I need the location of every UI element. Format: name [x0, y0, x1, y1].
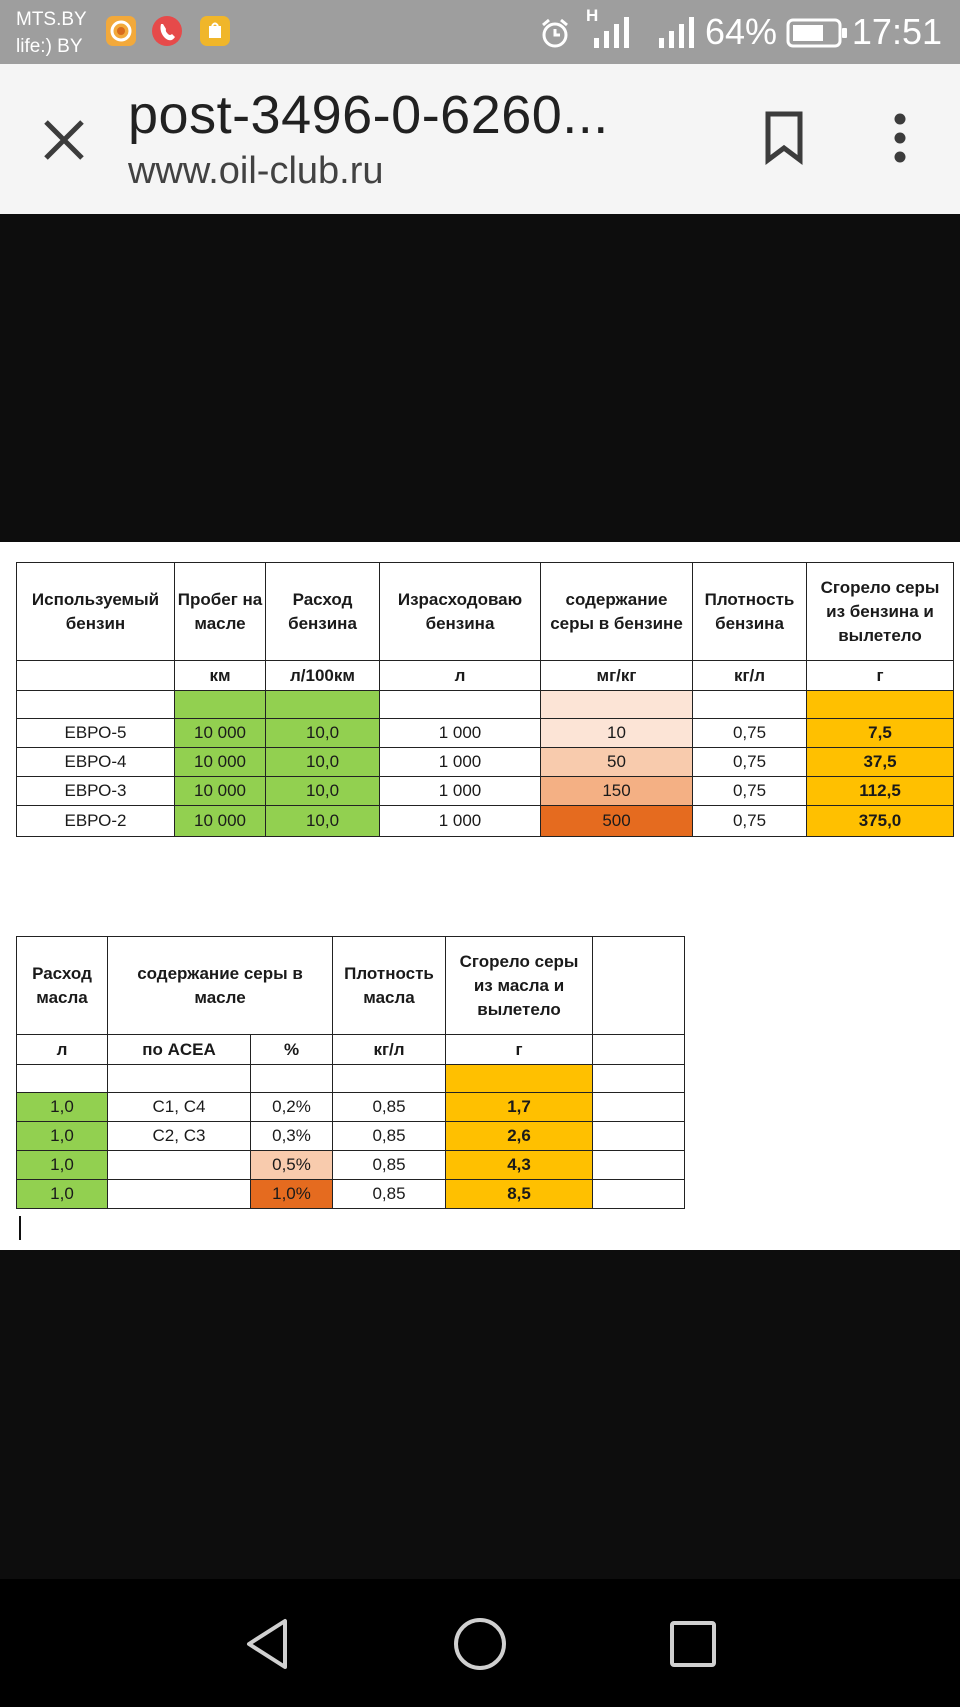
page-url: www.oil-club.ru: [128, 150, 384, 192]
empty-cell: [593, 1035, 685, 1065]
consumption-cell: 10,0: [266, 806, 380, 837]
navigation-bar: [0, 1579, 960, 1707]
sulfur-burned-cell: 112,5: [807, 777, 954, 806]
unit-cell: г: [446, 1035, 593, 1065]
table-row: [17, 806, 954, 837]
empty-cell: [17, 691, 175, 719]
fuel-grade-cell: ЕВРО-4: [17, 748, 175, 777]
empty-cell: [593, 1151, 685, 1180]
acea-class-cell: C2, C3: [108, 1122, 251, 1151]
empty-cell: [17, 1065, 108, 1093]
fuel-used-cell: 1 000: [380, 748, 541, 777]
empty-cell: [175, 691, 266, 719]
sulfur-burned-cell: 7,5: [807, 719, 954, 748]
sulfur-content-cell: 500: [541, 806, 693, 837]
store-app-icon: [200, 16, 230, 46]
mileage-cell: 10 000: [175, 719, 266, 748]
empty-cell: [333, 1065, 446, 1093]
carrier-info: [16, 6, 87, 60]
carrier-line-1: MTS.BY: [16, 9, 87, 30]
bookmark-button[interactable]: [756, 108, 812, 168]
empty-cell: [446, 1065, 593, 1093]
unit-cell: по ACEA: [108, 1035, 251, 1065]
back-triangle-icon: [233, 1609, 303, 1679]
mileage-cell: 10 000: [175, 748, 266, 777]
unit-cell: л: [17, 1035, 108, 1065]
acea-class-cell: [108, 1180, 251, 1209]
signal-strength-icon-2: [655, 14, 699, 50]
acea-class-cell: [108, 1151, 251, 1180]
table-row: [17, 1122, 685, 1151]
density-cell: 0,85: [333, 1151, 446, 1180]
empty-cell: [593, 937, 685, 1035]
fuel-used-cell: 1 000: [380, 719, 541, 748]
back-button[interactable]: [233, 1609, 303, 1679]
browser-toolbar: [0, 64, 960, 214]
oil-consumption-cell: 1,0: [17, 1151, 108, 1180]
home-button[interactable]: [445, 1609, 515, 1679]
sulfur-percent-cell: 1,0%: [251, 1180, 333, 1209]
sulfur-percent-cell: 0,3%: [251, 1122, 333, 1151]
oil-sulfur-table: [16, 936, 685, 1209]
table-row: [17, 1151, 685, 1180]
oil-consumption-cell: 1,0: [17, 1093, 108, 1122]
sulfur-percent-cell: 0,5%: [251, 1151, 333, 1180]
density-cell: 0,75: [693, 748, 807, 777]
column-header: Используемый бензин: [17, 563, 175, 661]
table-row: [17, 719, 954, 748]
density-cell: 0,75: [693, 806, 807, 837]
density-cell: 0,85: [333, 1093, 446, 1122]
units-row: [17, 1035, 685, 1065]
status-bar: [0, 0, 960, 64]
battery-icon: [786, 18, 848, 48]
fuel-used-cell: 1 000: [380, 777, 541, 806]
sulfur-burned-cell: 8,5: [446, 1180, 593, 1209]
browser-app-icon: [106, 16, 136, 46]
table-row: [17, 1180, 685, 1209]
carrier-line-2: life:) BY: [16, 36, 83, 57]
density-cell: 0,75: [693, 777, 807, 806]
image-viewer[interactable]: [0, 542, 960, 1250]
fuel-grade-cell: ЕВРО-5: [17, 719, 175, 748]
sulfur-burned-cell: 4,3: [446, 1151, 593, 1180]
empty-cell: [593, 1180, 685, 1209]
sulfur-burned-cell: 2,6: [446, 1122, 593, 1151]
unit-cell: л/100км: [266, 661, 380, 691]
empty-cell: [266, 691, 380, 719]
signal-strength-icon-1: [590, 14, 634, 50]
consumption-cell: 10,0: [266, 777, 380, 806]
empty-cell: [693, 691, 807, 719]
status-clock: 17:51: [851, 11, 942, 52]
recents-button[interactable]: [658, 1609, 728, 1679]
unit-cell: л: [380, 661, 541, 691]
home-circle-icon: [445, 1609, 515, 1679]
unit-cell: [17, 661, 175, 691]
acea-class-cell: C1, C4: [108, 1093, 251, 1122]
fuel-grade-cell: ЕВРО-2: [17, 806, 175, 837]
units-row: [17, 661, 954, 691]
table-row: [17, 1093, 685, 1122]
unit-cell: %: [251, 1035, 333, 1065]
spacer-row: [17, 691, 954, 719]
mileage-cell: 10 000: [175, 777, 266, 806]
sulfur-percent-cell: 0,2%: [251, 1093, 333, 1122]
fuel-grade-cell: ЕВРО-3: [17, 777, 175, 806]
more-vert-icon: [872, 108, 928, 168]
sulfur-content-cell: 50: [541, 748, 693, 777]
recents-square-icon: [658, 1609, 728, 1679]
spacer-row: [17, 1065, 685, 1093]
empty-cell: [593, 1122, 685, 1151]
alarm-icon: [538, 16, 572, 50]
phone-app-icon: [152, 16, 182, 46]
unit-cell: кг/л: [693, 661, 807, 691]
table-row: [17, 748, 954, 777]
column-header: Израсходоваю бензина: [380, 563, 541, 661]
consumption-cell: 10,0: [266, 748, 380, 777]
oil-consumption-cell: 1,0: [17, 1122, 108, 1151]
column-header: Расход масла: [17, 937, 108, 1035]
column-header: Сгорело серы из бензина и вылетело: [807, 563, 954, 661]
empty-cell: [541, 691, 693, 719]
sulfur-burned-cell: 375,0: [807, 806, 954, 837]
more-options-button[interactable]: [872, 108, 928, 168]
column-header: Плотность масла: [333, 937, 446, 1035]
empty-cell: [593, 1093, 685, 1122]
column-header: Расход бензина: [266, 563, 380, 661]
unit-cell: км: [175, 661, 266, 691]
empty-cell: [380, 691, 541, 719]
battery-percent: 64%: [705, 11, 778, 52]
fuel-used-cell: 1 000: [380, 806, 541, 837]
unit-cell: г: [807, 661, 954, 691]
density-cell: 0,75: [693, 719, 807, 748]
sulfur-burned-cell: 37,5: [807, 748, 954, 777]
bookmark-icon: [756, 108, 812, 168]
empty-cell: [807, 691, 954, 719]
empty-cell: [593, 1065, 685, 1093]
empty-cell: [251, 1065, 333, 1093]
sulfur-content-cell: 150: [541, 777, 693, 806]
column-header: содержание серы в масле: [108, 937, 333, 1035]
column-header: содержание серы в бензине: [541, 563, 693, 661]
unit-cell: кг/л: [333, 1035, 446, 1065]
consumption-cell: 10,0: [266, 719, 380, 748]
close-icon: [36, 112, 92, 168]
fuel-sulfur-table: [16, 562, 954, 837]
table-header-row: [17, 563, 954, 661]
page-title: post-3496-0-6260...: [128, 85, 609, 145]
mileage-cell: 10 000: [175, 806, 266, 837]
sulfur-burned-cell: 1,7: [446, 1093, 593, 1122]
density-cell: 0,85: [333, 1180, 446, 1209]
close-button[interactable]: [36, 112, 92, 168]
column-header: Пробег на масле: [175, 563, 266, 661]
text-cursor: [19, 1216, 21, 1240]
network-type-label: H: [586, 6, 599, 25]
column-header: Плотность бензина: [693, 563, 807, 661]
empty-cell: [108, 1065, 251, 1093]
table-row: [17, 777, 954, 806]
table-header-row: [17, 937, 685, 1035]
density-cell: 0,85: [333, 1122, 446, 1151]
column-header: Сгорело серы из масла и вылетело: [446, 937, 593, 1035]
oil-consumption-cell: 1,0: [17, 1180, 108, 1209]
sulfur-content-cell: 10: [541, 719, 693, 748]
unit-cell: мг/кг: [541, 661, 693, 691]
